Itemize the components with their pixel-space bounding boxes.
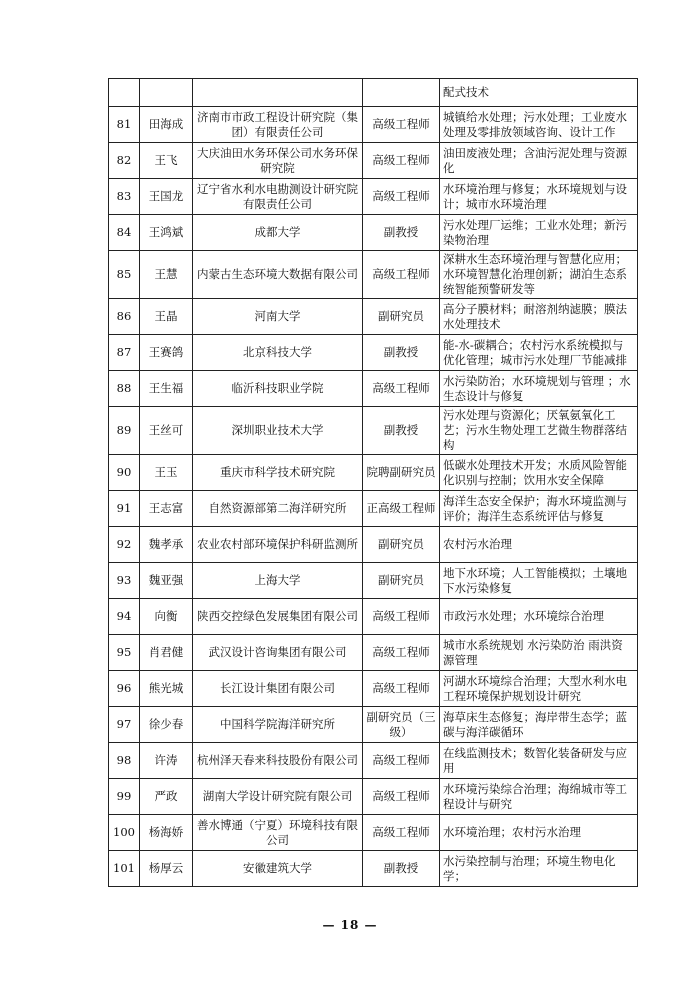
- cell-field: 地下水环境；人工智能模拟；土壤地下水污染修复: [440, 563, 638, 599]
- cell-org: 济南市市政工程设计研究院（集团）有限责任公司: [193, 107, 363, 143]
- cell-no: 100: [109, 815, 140, 851]
- cell-no: 90: [109, 455, 140, 491]
- cell-no: 86: [109, 299, 140, 335]
- cell-title: 高级工程师: [363, 371, 440, 407]
- cell-field: 低碳水处理技术开发；水质风险智能化识别与控制；饮用水安全保障: [440, 455, 638, 491]
- cell-field: 城镇给水处理；污水处理；工业废水处理及零排放领域咨询、设计工作: [440, 107, 638, 143]
- cell-org: 重庆市科学技术研究院: [193, 455, 363, 491]
- table-body: [109, 79, 638, 887]
- cell-title: 副教授: [363, 335, 440, 371]
- cell-no: 94: [109, 599, 140, 635]
- cell-no: 92: [109, 527, 140, 563]
- cell-name: 王志富: [140, 491, 193, 527]
- cell-name: [140, 79, 193, 107]
- cell-name: 向衡: [140, 599, 193, 635]
- cell-org: 善水博通（宁夏）环境科技有限公司: [193, 815, 363, 851]
- cell-org: 河南大学: [193, 299, 363, 335]
- cell-name: 王慧: [140, 251, 193, 299]
- table-row: [109, 407, 638, 455]
- cell-org: 杭州泽天春来科技股份有限公司: [193, 743, 363, 779]
- cell-name: 杨厚云: [140, 851, 193, 887]
- cell-name: 王玉: [140, 455, 193, 491]
- cell-no: 83: [109, 179, 140, 215]
- table-row: [109, 707, 638, 743]
- cell-field: 海草床生态修复；海岸带生态学；蓝碳与海洋碳循环: [440, 707, 638, 743]
- cell-no: 82: [109, 143, 140, 179]
- cell-field: 农村污水治理: [440, 527, 638, 563]
- cell-org: 湖南大学设计研究院有限公司: [193, 779, 363, 815]
- cell-title: 副研究员: [363, 563, 440, 599]
- table-row: [109, 371, 638, 407]
- cell-no: 99: [109, 779, 140, 815]
- page-number: — 18 —: [322, 918, 378, 932]
- cell-name: 许涛: [140, 743, 193, 779]
- cell-title: 高级工程师: [363, 635, 440, 671]
- cell-name: 徐少春: [140, 707, 193, 743]
- cell-name: 田海成: [140, 107, 193, 143]
- table-row: [109, 179, 638, 215]
- cell-name: 王鸿斌: [140, 215, 193, 251]
- cell-title: 高级工程师: [363, 599, 440, 635]
- cell-org: 大庆油田水务环保公司水务环保研究院: [193, 143, 363, 179]
- cell-no: 87: [109, 335, 140, 371]
- cell-field: 污水处理厂运维；工业水处理；新污染物治理: [440, 215, 638, 251]
- cell-no: 96: [109, 671, 140, 707]
- table-row: [109, 299, 638, 335]
- cell-org: 安徽建筑大学: [193, 851, 363, 887]
- table-row: [109, 251, 638, 299]
- cell-title: 高级工程师: [363, 179, 440, 215]
- cell-title: 院聘副研究员: [363, 455, 440, 491]
- cell-title: 高级工程师: [363, 251, 440, 299]
- continuation-row: [109, 79, 638, 107]
- expert-table: [108, 78, 638, 887]
- cell-field: 水环境污染综合治理；海绵城市等工程设计与研究: [440, 779, 638, 815]
- cell-org: 武汉设计咨询集团有限公司: [193, 635, 363, 671]
- cell-title: 副研究员（三级）: [363, 707, 440, 743]
- cell-no: 89: [109, 407, 140, 455]
- cell-no: 101: [109, 851, 140, 887]
- table-row: [109, 491, 638, 527]
- cell-no: 88: [109, 371, 140, 407]
- cell-org: 辽宁省水利水电勘测设计研究院有限责任公司: [193, 179, 363, 215]
- cell-org: 北京科技大学: [193, 335, 363, 371]
- cell-field: 水污染控制与治理；环境生物电化学；: [440, 851, 638, 887]
- cell-no: 84: [109, 215, 140, 251]
- cell-org: 上海大学: [193, 563, 363, 599]
- cell-no: 85: [109, 251, 140, 299]
- cell-name: 王晶: [140, 299, 193, 335]
- cell-field: 水环境治理与修复；水环境规划与设计；城市水环境治理: [440, 179, 638, 215]
- cell-title: 副研究员: [363, 299, 440, 335]
- cell-org: 内蒙古生态环境大数据有限公司: [193, 251, 363, 299]
- table-row: [109, 743, 638, 779]
- cell-org: 中国科学院海洋研究所: [193, 707, 363, 743]
- cell-no: 97: [109, 707, 140, 743]
- cell-name: 魏亚强: [140, 563, 193, 599]
- cell-org: 成都大学: [193, 215, 363, 251]
- table-row: [109, 815, 638, 851]
- cell-no: 91: [109, 491, 140, 527]
- table-row: [109, 635, 638, 671]
- cell-field: 污水处理与资源化；厌氧氨氧化工艺；污水生物处理工艺微生物群落结构: [440, 407, 638, 455]
- table-row: [109, 215, 638, 251]
- cell-title: 高级工程师: [363, 143, 440, 179]
- cell-name: 熊光城: [140, 671, 193, 707]
- cell-name: 魏孝承: [140, 527, 193, 563]
- cell-title: 副研究员: [363, 527, 440, 563]
- cell-field: 在线监测技术；数智化装备研发与应用: [440, 743, 638, 779]
- table-row: [109, 599, 638, 635]
- cell-no: 81: [109, 107, 140, 143]
- cell-title: 副教授: [363, 215, 440, 251]
- cell-title: 高级工程师: [363, 107, 440, 143]
- cell-field: 配式技术: [440, 79, 638, 107]
- table-row: [109, 455, 638, 491]
- cell-title: 高级工程师: [363, 779, 440, 815]
- cell-field: 能-水-碳耦合；农村污水系统模拟与优化管理；城市污水处理厂节能减排: [440, 335, 638, 371]
- table-row: [109, 527, 638, 563]
- cell-org: 陕西交控绿色发展集团有限公司: [193, 599, 363, 635]
- cell-field: 市政污水处理；水环境综合治理: [440, 599, 638, 635]
- table-row: [109, 671, 638, 707]
- cell-field: 水环境治理；农村污水治理: [440, 815, 638, 851]
- cell-title: 高级工程师: [363, 743, 440, 779]
- cell-name: 王生福: [140, 371, 193, 407]
- cell-name: 王飞: [140, 143, 193, 179]
- cell-name: 王丝可: [140, 407, 193, 455]
- cell-title: 副教授: [363, 851, 440, 887]
- cell-org: 农业农村部环境保护科研监测所: [193, 527, 363, 563]
- table-row: [109, 851, 638, 887]
- table-row: [109, 779, 638, 815]
- cell-field: 海洋生态安全保护；海水环境监测与评价；海洋生态系统评估与修复: [440, 491, 638, 527]
- cell-title: 高级工程师: [363, 671, 440, 707]
- cell-field: 油田废液处理；含油污泥处理与资源化: [440, 143, 638, 179]
- cell-no: [109, 79, 140, 107]
- cell-title: 高级工程师: [363, 815, 440, 851]
- cell-name: 杨海娇: [140, 815, 193, 851]
- cell-no: 95: [109, 635, 140, 671]
- cell-field: 深耕水生态环境治理与智慧化应用；水环境智慧化治理创新；湖泊生态系统智能预警研发等: [440, 251, 638, 299]
- table-row: [109, 335, 638, 371]
- table-row: [109, 563, 638, 599]
- cell-org: 临沂科技职业学院: [193, 371, 363, 407]
- cell-field: 城市水系统规划 水污染防治 雨洪资源管理: [440, 635, 638, 671]
- cell-title: 副教授: [363, 407, 440, 455]
- cell-no: 93: [109, 563, 140, 599]
- cell-title: [363, 79, 440, 107]
- cell-title: 正高级工程师: [363, 491, 440, 527]
- cell-name: 王赛鸽: [140, 335, 193, 371]
- cell-field: 水污染防治；水环境规划与管理 ；水生态设计与修复: [440, 371, 638, 407]
- cell-no: 98: [109, 743, 140, 779]
- cell-org: 自然资源部第二海洋研究所: [193, 491, 363, 527]
- table-row: [109, 107, 638, 143]
- cell-org: 深圳职业技术大学: [193, 407, 363, 455]
- cell-field: 河湖水环境综合治理；大型水利水电工程环境保护规划设计研究: [440, 671, 638, 707]
- cell-name: 王国龙: [140, 179, 193, 215]
- cell-name: 严政: [140, 779, 193, 815]
- table-row: [109, 143, 638, 179]
- cell-field: 高分子膜材料；耐溶剂纳滤膜；膜法水处理技术: [440, 299, 638, 335]
- cell-org: [193, 79, 363, 107]
- cell-name: 肖君健: [140, 635, 193, 671]
- cell-org: 长江设计集团有限公司: [193, 671, 363, 707]
